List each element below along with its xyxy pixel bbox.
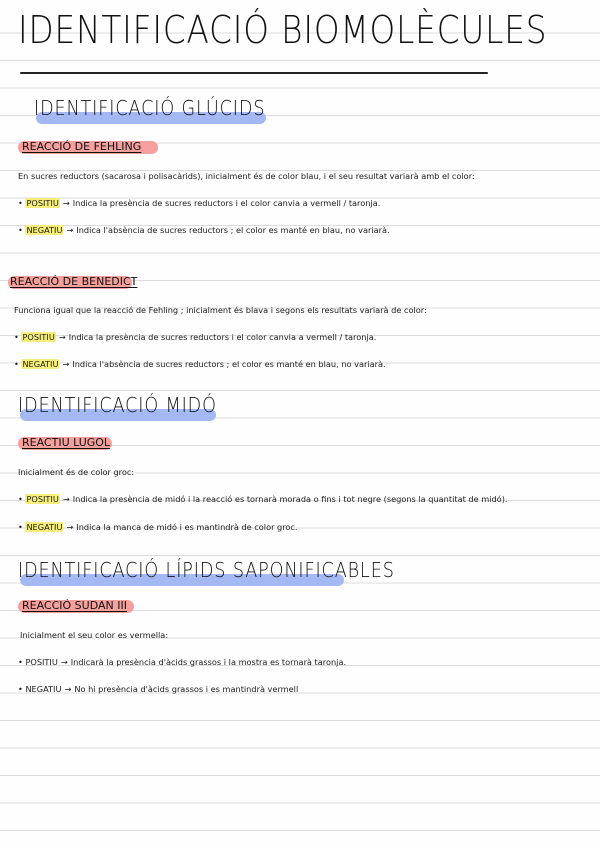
result-text: Indica la presència de sucres reductors i el color canvia a vermell / taronja. (72, 198, 381, 208)
section-title-glucids: IDENTIFICACIÓ GLÚCIDS (34, 96, 266, 120)
positive-label: POSITIU (26, 494, 59, 504)
positive-label: POSITIU (25, 657, 58, 667)
negative-label: NEGATIU (25, 684, 62, 694)
result-item-positive: • POSITIU → Indica la presència de midó i la reacció es tornarà morada o fins i tot negre (segons la quantitat de midó). (18, 494, 508, 504)
result-item-positive: • POSITIU → Indica la presència de sucres reductors i el color canvia a vermell / taronja. (14, 332, 377, 342)
arrow-icon: → (64, 684, 72, 694)
arrow-icon: → (60, 657, 68, 667)
result-text: Indica la presència de sucres reductors i el color canvia a vermell / taronja. (68, 332, 377, 342)
result-text: Indica la manca de midó i es mantindrà de color groc. (76, 522, 298, 532)
negative-label: NEGATIU (26, 522, 63, 532)
result-text: No hi presència d'àcids grassos i es mantindrà vermell (74, 684, 299, 694)
title-underline (20, 72, 488, 74)
reaction-intro: Inicialment el seu color es vermella: (20, 630, 169, 640)
result-item-negative: • NEGATIU → No hi presència d'àcids grassos i es mantindrà vermell (18, 684, 299, 694)
result-text: Indica l'absència de sucres reductors ; el color es manté en blau, no variarà. (76, 225, 390, 235)
result-item-negative: • NEGATIU → Indica la manca de midó i es mantindrà de color groc. (18, 522, 298, 532)
arrow-icon: → (62, 359, 70, 369)
page-title: IDENTIFICACIÓ BIOMOLÈCULES (18, 8, 548, 52)
arrow-icon: → (66, 522, 74, 532)
reaction-title-benedict: REACCIÓ DE BENEDICT (10, 275, 138, 288)
arrow-icon: → (62, 494, 70, 504)
reaction-title-sudan: REACCIÓ SUDAN III (22, 599, 127, 612)
negative-label: NEGATIU (26, 225, 63, 235)
negative-label: NEGATIU (22, 359, 59, 369)
reaction-intro: Funciona igual que la reacció de Fehling ; inicialment és blava i segons els resultats variarà de color: (14, 305, 427, 315)
reaction-intro: Inicialment és de color groc: (18, 467, 135, 477)
section-title-mido: IDENTIFICACIÓ MIDÓ (18, 393, 217, 417)
result-item-positive: • POSITIU → Indica la presència de sucres reductors i el color canvia a vermell / taronja. (18, 198, 381, 208)
arrow-icon: → (66, 225, 74, 235)
result-item-positive: • POSITIU → Indicarà la presència d'àcids grassos i la mostra es tornarà taronja. (18, 657, 347, 667)
section-title-lipids: IDENTIFICACIÓ LÍPIDS SAPONIFICABLES (18, 558, 395, 582)
reaction-title-fehling: REACCIÓ DE FEHLING (22, 140, 142, 153)
result-item-negative: • NEGATIU → Indica l'absència de sucres reductors ; el color es manté en blau, no variarà. (18, 225, 390, 235)
arrow-icon: → (62, 198, 70, 208)
result-text: Indica la presència de midó i la reacció es tornarà morada o fins i tot negre (segons la quantitat de midó). (72, 494, 508, 504)
result-text: Indica l'absència de sucres reductors ; el color es manté en blau, no variarà. (72, 359, 386, 369)
arrow-icon: → (58, 332, 66, 342)
positive-label: POSITIU (26, 198, 59, 208)
reaction-intro: En sucres reductors (sacarosa i polisacàrids), inicialment és de color blau, i el seu resultat variarà amb el color: (18, 171, 475, 181)
result-text: Indicarà la presència d'àcids grassos i la mostra es tornarà taronja. (70, 657, 347, 667)
positive-label: POSITIU (22, 332, 55, 342)
reaction-title-lugol: REACTIU LUGOL (22, 436, 111, 449)
result-item-negative: • NEGATIU → Indica l'absència de sucres reductors ; el color es manté en blau, no variarà. (14, 359, 386, 369)
